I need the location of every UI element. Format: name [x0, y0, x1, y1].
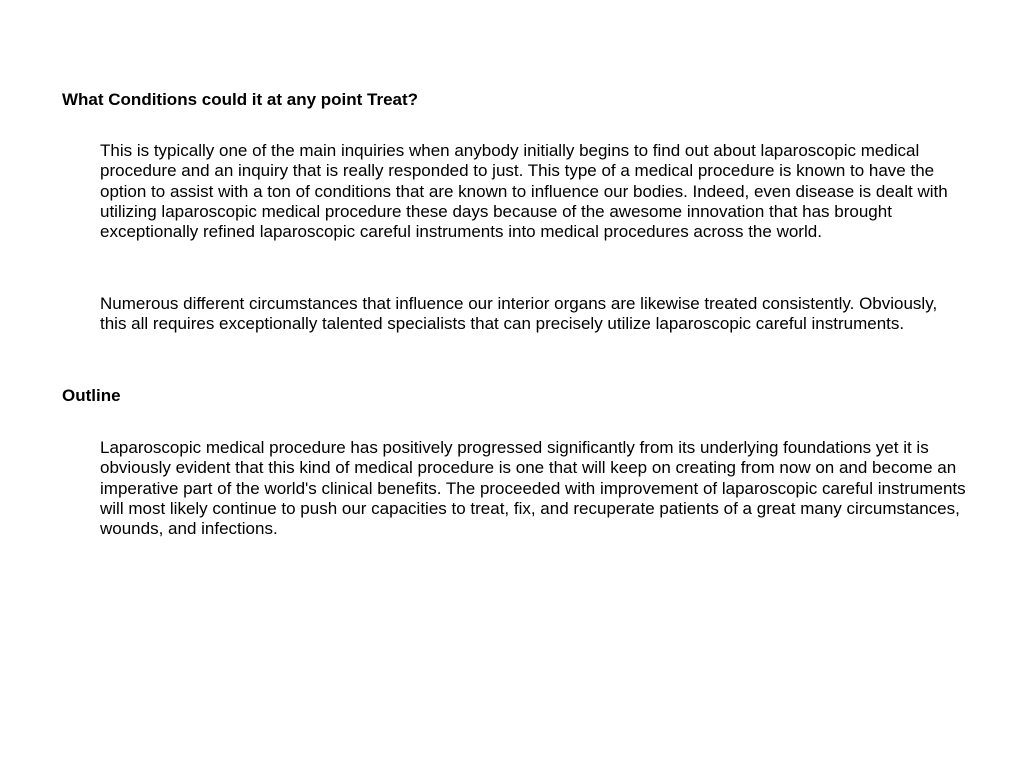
- section-heading-conditions: What Conditions could it at any point Treat?: [62, 90, 419, 109]
- paragraph-outline: Laparoscopic medical procedure has positively progressed significantly from its underlying foundations yet it is obviously evident that this kind of medical procedure is one that will keep on creating from now on and become an imperative part of the world's clinical benefits. The proceeded with improvement of laparoscopic careful instruments will most likely continue to push our capacities to treat, fix, and recuperate patients of a great many circumstances, wounds, and infections.: [100, 438, 966, 539]
- paragraph-conditions-intro: This is typically one of the main inquiries when anybody initially begins to find out about laparoscopic medical procedure and an inquiry that is really responded to just. This type of a medical procedure is known to have the option to assist with a ton of conditions that are known to influence our bodies. Indeed, even disease is dealt with utilizing laparoscopic medical procedure these days because of the awesome innovation that has brought exceptionally refined laparoscopic careful instruments into medical procedures across the world.: [100, 141, 948, 242]
- paragraph-conditions-organs: Numerous different circumstances that influence our interior organs are likewise treated consistently. Obviously, this all requires exceptionally talented specialists that can precisely utilize laparoscopic careful instruments.: [100, 294, 938, 334]
- section-heading-outline: Outline: [62, 386, 121, 405]
